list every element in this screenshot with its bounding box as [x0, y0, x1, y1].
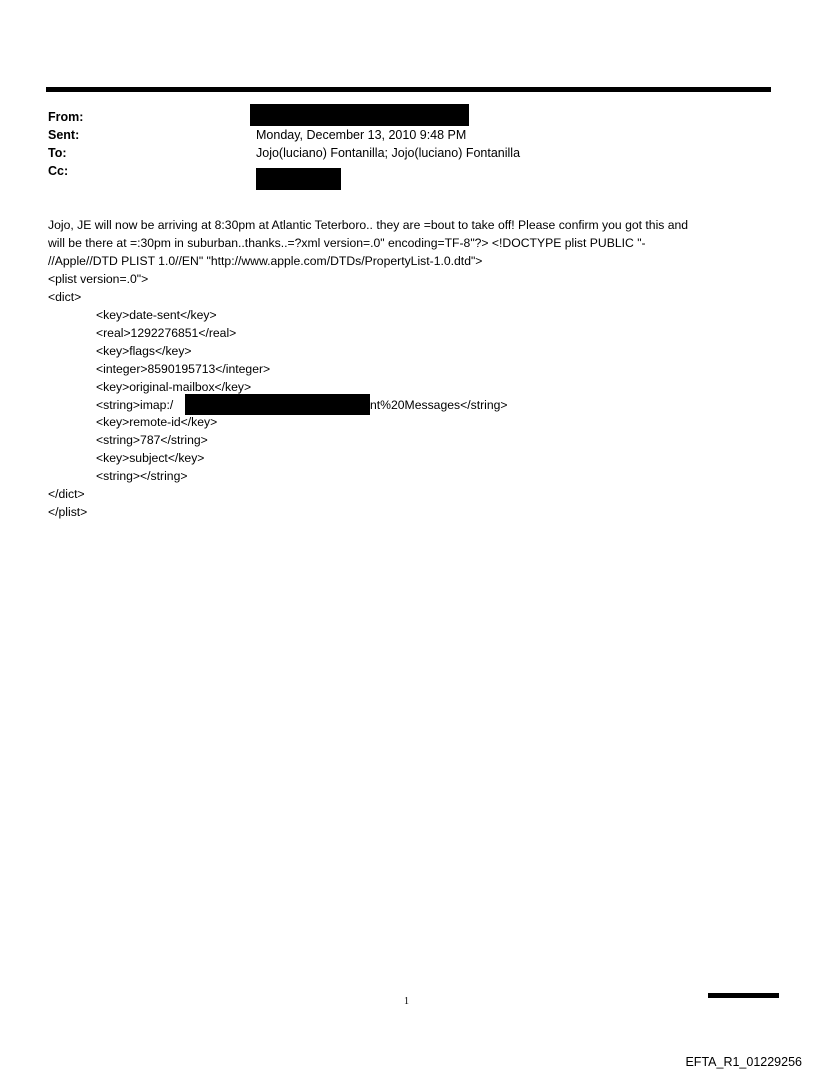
- body-line-14: <key>subject</key>: [96, 451, 205, 465]
- body-line-13: <string>787</string>: [96, 433, 208, 447]
- sent-value: Monday, December 13, 2010 9:48 PM: [256, 128, 467, 142]
- page-number: 1: [404, 996, 409, 1007]
- top-rule: [46, 87, 771, 92]
- to-label: To:: [48, 146, 67, 160]
- footer-rule: [708, 993, 779, 998]
- redaction-from: [250, 104, 469, 126]
- body-line-4: <plist version=.0">: [48, 272, 149, 286]
- body-line-9: <integer>8590195713</integer>: [96, 362, 271, 376]
- body-line-11-start: <string>imap:/: [96, 398, 174, 412]
- body-line-2: will be there at =:30pm in suburban..thanks..=?xml version=.0" encoding=TF-8"?> <!DOCTYPE plist PUBLIC "-: [48, 236, 646, 250]
- redaction-cc: [256, 168, 341, 190]
- body-line-12: <key>remote-id</key>: [96, 415, 218, 429]
- document-id: EFTA_R1_01229256: [685, 1055, 802, 1069]
- body-line-1: Jojo, JE will now be arriving at 8:30pm at Atlantic Teterboro.. they are =bout to take off! Please confirm you got this and: [48, 218, 689, 232]
- body-line-11-end: nt%20Messages</string>: [370, 398, 508, 412]
- body-line-17: </plist>: [48, 505, 88, 519]
- body-line-10: <key>original-mailbox</key>: [96, 380, 252, 394]
- sent-label: Sent:: [48, 128, 80, 142]
- body-line-16: </dict>: [48, 487, 85, 501]
- body-line-5: <dict>: [48, 290, 82, 304]
- from-label: From:: [48, 110, 84, 124]
- body-line-8: <key>flags</key>: [96, 344, 192, 358]
- redaction-mailbox: [185, 394, 370, 415]
- cc-label: Cc:: [48, 164, 69, 178]
- body-line-6: <key>date-sent</key>: [96, 308, 217, 322]
- to-value: Jojo(luciano) Fontanilla; Jojo(luciano) Fontanilla: [256, 146, 521, 160]
- body-line-7: <real>1292276851</real>: [96, 326, 237, 340]
- body-line-3: //Apple//DTD PLIST 1.0//EN" "http://www.apple.com/DTDs/PropertyList-1.0.dtd">: [48, 254, 483, 268]
- body-line-15: <string></string>: [96, 469, 188, 483]
